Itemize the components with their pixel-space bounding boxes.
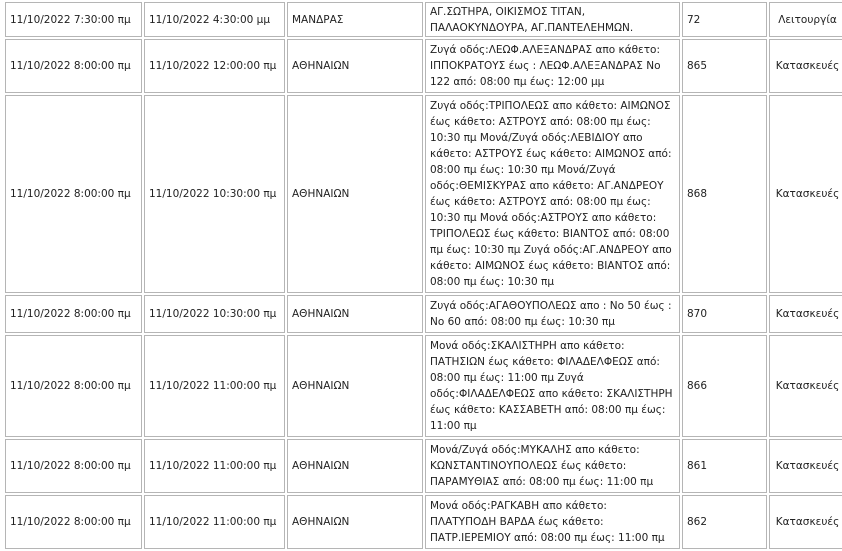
table-row [5,39,842,93]
table-row [5,95,842,293]
type-cell: Κατασκευές [769,335,842,437]
start-time-cell: 11/10/2022 8:00:00 πμ [5,495,142,549]
type-cell: Λειτουργία [769,2,842,37]
table-row [5,295,842,333]
start-time-cell: 11/10/2022 8:00:00 πμ [5,295,142,333]
code-cell: 866 [682,335,767,437]
table-row [5,439,842,493]
end-time-cell: 11/10/2022 10:30:00 πμ [144,95,285,293]
start-time-cell: 11/10/2022 8:00:00 πμ [5,335,142,437]
type-cell: Κατασκευές [769,95,842,293]
outages-table [3,0,842,551]
type-cell: Κατασκευές [769,39,842,93]
description-cell: Μονά/Ζυγά οδός:ΜΥΚΑΛΗΣ απο κάθετο: ΚΩΝΣΤΑΝΤΙΝΟΥΠΟΛΕΩΣ έως κάθετο: ΠΑΡΑΜΥΘΙΑΣ από: 08:00 πμ έως: 11:00 πμ [425,439,680,493]
code-cell: 72 [682,2,767,37]
description-cell: Ζυγά οδός:ΛΕΩΦ.ΑΛΕΞΑΝΔΡΑΣ απο κάθετο: ΙΠΠΟΚΡΑΤΟΥΣ έως : ΛΕΩΦ.ΑΛΕΞΑΝΔΡΑΣ Νο 122 από: 08:00 πμ έως: 12:00 μμ [425,39,680,93]
table-row [5,2,842,37]
code-cell: 868 [682,95,767,293]
type-cell: Κατασκευές [769,295,842,333]
description-cell: Μονά οδός:ΡΑΓΚΑΒΗ απο κάθετο: ΠΛΑΤΥΠΟΔΗ ΒΑΡΔΑ έως κάθετο: ΠΑΤΡ.ΙΕΡΕΜΙΟΥ από: 08:00 πμ έως: 11:00 πμ [425,495,680,549]
description-cell: ΑΓ.ΣΩΤΗΡΑ, ΟΙΚΙΣΜΟΣ ΤΙΤΑΝ, ΠΑΛΑΟΚΥΝΔΟΥΡΑ, ΑΓ.ΠΑΝΤΕΛΕΗΜΩΝ. [425,2,680,37]
municipality-cell: ΑΘΗΝΑΙΩΝ [287,335,423,437]
type-cell: Κατασκευές [769,495,842,549]
description-cell: Ζυγά οδός:ΑΓΑΘΟΥΠΟΛΕΩΣ απο : Νο 50 έως : Νο 60 από: 08:00 πμ έως: 10:30 πμ [425,295,680,333]
description-cell: Ζυγά οδός:ΤΡΙΠΟΛΕΩΣ απο κάθετο: ΑΙΜΩΝΟΣ έως κάθετο: ΑΣΤΡΟΥΣ από: 08:00 πμ έως: 10:30 πμ Μονά/Ζυγά οδός:ΛΕΒΙΔΙΟΥ απο κάθετο: ΑΣΤΡΟΥΣ έως κάθετο: ΑΙΜΩΝΟΣ από: 08:00 πμ έως: 10:30 πμ Μονά/Ζυγά οδός:ΘΕΜΙΣΚΥΡΑΣ απο κάθετο: ΑΓ.ΑΝΔΡΕΟΥ έως κάθετο: ΑΣΤΡΟΥΣ από: 08:00 πμ έως: 10:30 πμ Μονά οδός:ΑΣΤΡΟΥΣ απο κάθετο: ΤΡΙΠΟΛΕΩΣ έως κάθετο: ΒΙΑΝΤΟΣ από: 08:00 πμ έως: 10:30 πμ Ζυγά οδός:ΑΓ.ΑΝΔΡΕΟΥ απο κάθετο: ΑΙΜΩΝΟΣ έως κάθετο: ΒΙΑΝΤΟΣ από: 08:00 πμ έως: 10:30 πμ [425,95,680,293]
code-cell: 870 [682,295,767,333]
code-cell: 862 [682,495,767,549]
municipality-cell: ΑΘΗΝΑΙΩΝ [287,39,423,93]
municipality-cell: ΜΑΝΔΡΑΣ [287,2,423,37]
end-time-cell: 11/10/2022 4:30:00 μμ [144,2,285,37]
start-time-cell: 11/10/2022 7:30:00 πμ [5,2,142,37]
table-row [5,495,842,549]
municipality-cell: ΑΘΗΝΑΙΩΝ [287,495,423,549]
code-cell: 861 [682,439,767,493]
end-time-cell: 11/10/2022 11:00:00 πμ [144,495,285,549]
municipality-cell: ΑΘΗΝΑΙΩΝ [287,295,423,333]
end-time-cell: 11/10/2022 12:00:00 πμ [144,39,285,93]
end-time-cell: 11/10/2022 11:00:00 πμ [144,335,285,437]
table-row [5,335,842,437]
code-cell: 865 [682,39,767,93]
end-time-cell: 11/10/2022 10:30:00 πμ [144,295,285,333]
end-time-cell: 11/10/2022 11:00:00 πμ [144,439,285,493]
start-time-cell: 11/10/2022 8:00:00 πμ [5,39,142,93]
municipality-cell: ΑΘΗΝΑΙΩΝ [287,439,423,493]
start-time-cell: 11/10/2022 8:00:00 πμ [5,95,142,293]
start-time-cell: 11/10/2022 8:00:00 πμ [5,439,142,493]
municipality-cell: ΑΘΗΝΑΙΩΝ [287,95,423,293]
type-cell: Κατασκευές [769,439,842,493]
description-cell: Μονά οδός:ΣΚΑΛΙΣΤΗΡΗ απο κάθετο: ΠΑΤΗΣΙΩΝ έως κάθετο: ΦΙΛΑΔΕΛΦΕΩΣ από: 08:00 πμ έως: 11:00 πμ Ζυγά οδός:ΦΙΛΑΔΕΛΦΕΩΣ απο κάθετο: ΣΚΑΛΙΣΤΗΡΗ έως κάθετο: ΚΑΣΣΑΒΕΤΗ από: 08:00 πμ έως: 11:00 πμ [425,335,680,437]
